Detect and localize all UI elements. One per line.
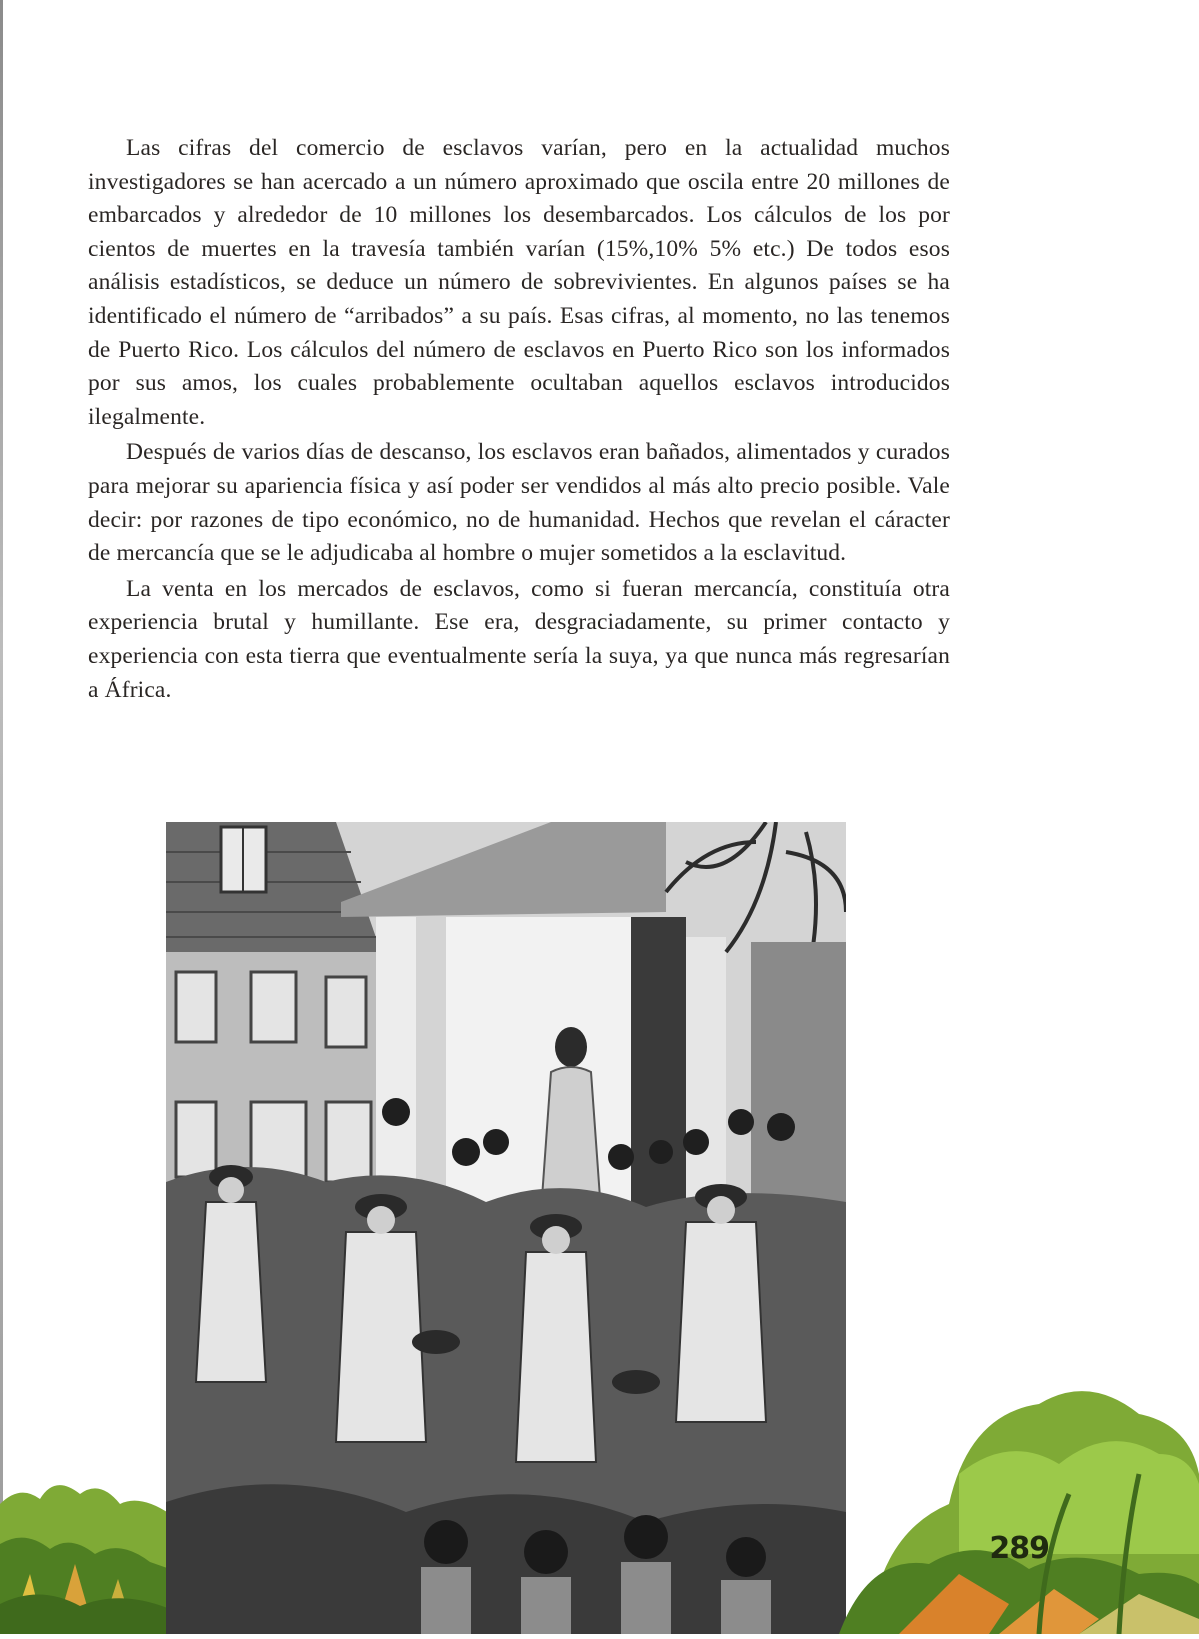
foliage-decoration-left xyxy=(0,1334,170,1634)
slave-market-illustration xyxy=(166,822,846,1634)
paragraph-2: Después de varios días de descanso, los esclavos eran bañados, alimentados y curados para mejorar su apariencia física y así poder ser vendidos al más alto precio posible. Vale decir: por razones de tipo económico, no de humanidad. Hechos que revelan el cáracter de mercancía que se le adjudicaba al hombre o mujer sometidos a la esclavitud. xyxy=(88,439,950,567)
foliage-decoration-right xyxy=(839,1354,1199,1634)
paragraph-1: Las cifras del comercio de esclavos varían, pero en la actualidad muchos investigadores se han acercado a un número aproximado que oscila entre 20 millones de embarcados y alrededor de 10 millones los desembarcados. Los cálculos de los por cientos de muertes en la travesía también varían (15%,10% 5% etc.) De todos esos análisis estadísticos, se deduce un número de sobrevivientes. En algunos países se ha identificado el número de “arribados” a su país. Esas cifras, al momento, no las tenemos de Puerto Rico. Los cálculos del número de esclavos en Puerto Rico son los informados por sus amos, los cuales probablemente ocultaban aquellos esclavos introducidos ilegalmente. xyxy=(88,135,950,430)
paragraph-3: La venta en los mercados de esclavos, como si fueran mercancía, constituía otra experiencia brutal y humillante. Ese era, desgraciadamente, su primer contacto y experiencia con esta tierra que eventualmente sería la suya, ya que nunca más regresarían a África. xyxy=(88,575,950,703)
body-text xyxy=(88,132,950,709)
page-number: 289 xyxy=(989,1531,1049,1566)
